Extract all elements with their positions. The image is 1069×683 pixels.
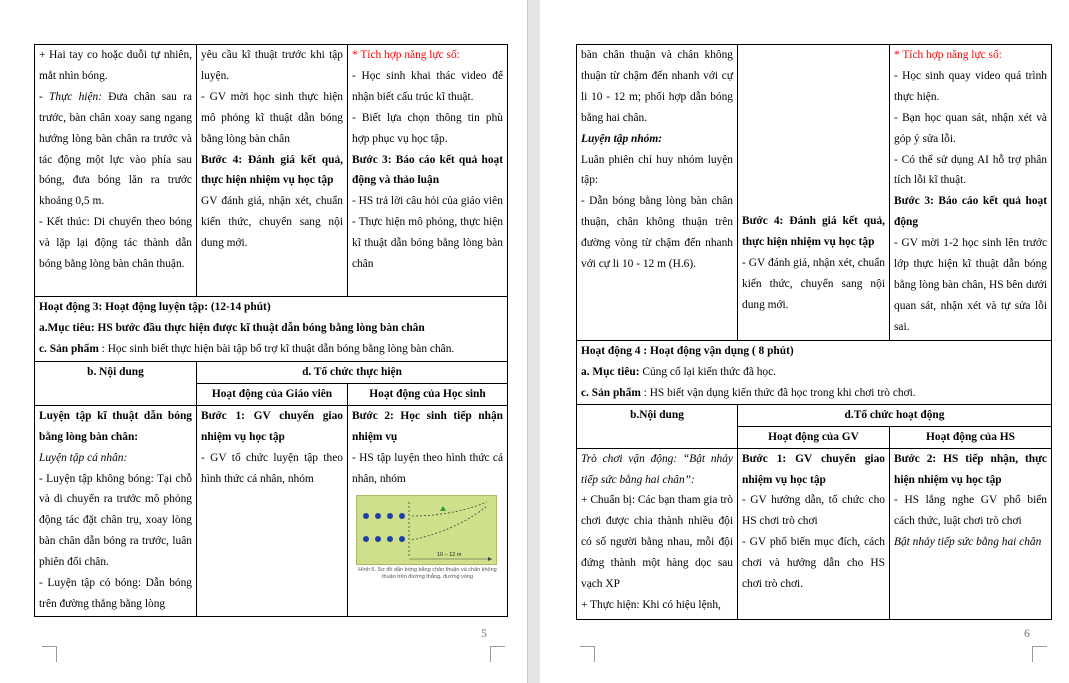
paragraph: - GV đánh giá, nhận xét, chuẩn kiến thức, chuyển sang nội dung mới. xyxy=(742,256,885,311)
step-heading: Bước 4: Đánh giá kết quả, thực hiện nhiệm vụ học tập xyxy=(742,215,885,248)
step-heading: Bước 4: Đánh giá kết quả, thực hiện nhiệm vụ học tập xyxy=(201,153,343,187)
paragraph: yêu cầu kĩ thuật trước khi tập luyện. xyxy=(201,49,343,82)
paragraph: + Thực hiện: Khi có hiệu lệnh, xyxy=(581,598,721,611)
paragraph: - GV mời học sinh thực hiện mô phỏng kĩ thuật dẫn bóng bằng lòng bàn chân xyxy=(201,90,343,145)
sub-heading: Luyện tập cá nhân: xyxy=(39,451,128,464)
paragraph: - Có thể sử dụng AI hỗ trợ phân tích lỗi kĩ thuật. xyxy=(894,153,1047,187)
page-number: 6 xyxy=(1024,626,1030,640)
step-heading: Bước 2: HS tiếp nhận, thực hiện nhiệm vụ học tập xyxy=(894,452,1047,486)
activity-objective xyxy=(581,362,1047,383)
activity-product xyxy=(39,339,503,360)
student-header: Hoạt động của Học sinh xyxy=(348,383,508,405)
game-name: Bật nhảy tiếp sức bằng hai chân xyxy=(894,536,1042,549)
paragraph: - GV mời 1-2 học sinh lên trước lớp thực hiện kĩ thuật dẫn bóng bằng lòng bàn chân, HS bên dưới quan sát, nhận xét và tự sửa lỗi sai. xyxy=(894,237,1047,333)
activity-product xyxy=(581,383,1047,404)
paragraph: - HS tập luyện theo hình thức cá nhân, nhóm xyxy=(352,451,503,485)
lesson-table-page-6 xyxy=(576,44,1052,620)
paragraph: - GV tổ chức luyện tập theo hình thức cá nhân, nhóm xyxy=(201,451,343,485)
crop-mark xyxy=(490,646,505,662)
teacher-cell xyxy=(197,45,348,297)
step-heading: Bước 1: GV chuyển giao nhiệm vụ học tập xyxy=(742,452,885,486)
student-cell xyxy=(348,45,508,297)
figure-caption: Hình 6. Sơ đồ dẫn bóng bằng chân thuận và chân không thuận trên đường thẳng, đường vòng xyxy=(358,567,497,581)
game-title-text: Trò chơi vận động: “Bật nhảy tiếp sức bằng hai chân”: xyxy=(581,452,733,486)
paragraph: - Thực hiện mô phỏng, thực hiện kĩ thuật dẫn bóng bằng lòng bàn chân xyxy=(352,216,503,271)
student-cell xyxy=(348,405,508,616)
student-cell xyxy=(890,45,1052,341)
dribbling-diagram-figure xyxy=(352,495,503,581)
teacher-cell xyxy=(197,405,348,616)
content-cell xyxy=(35,45,197,297)
table-row xyxy=(35,45,508,297)
table-row xyxy=(35,362,508,384)
product-text: : HS biết vận dụng kiến thức đã học trong khi chơi trò chơi. xyxy=(640,386,916,399)
document-page-5 xyxy=(0,0,527,683)
teacher-cell xyxy=(738,45,890,341)
page-gutter xyxy=(527,0,528,683)
student-cell xyxy=(890,448,1052,619)
paragraph: bàn chân thuận và chân không thuận từ chậm đến nhanh với cự li 10 - 12 m; phối hợp dẫn bóng bằng hai chân. xyxy=(581,49,733,124)
activity-title: Hoạt động 3: Hoạt động luyện tập: (12-14 phút) xyxy=(39,301,271,313)
content-cell xyxy=(35,405,197,616)
teacher-header: Hoạt động của GV xyxy=(738,426,890,448)
paragraph: - Học sinh khai thác video để nhận biết cấu trúc kĩ thuật. xyxy=(352,69,503,103)
step-heading: Bước 1: GV chuyển giao nhiệm vụ học tập xyxy=(201,409,343,443)
paragraph: Luân phiên chỉ huy nhóm luyện tập: xyxy=(581,153,733,187)
sub-heading: Luyện tập nhóm: xyxy=(581,132,663,145)
step-heading: Bước 2: Học sinh tiếp nhận nhiệm vụ xyxy=(352,409,503,443)
teacher-header: Hoạt động của Giáo viên xyxy=(197,383,348,405)
distance-label: 10 – 12 m xyxy=(437,552,462,559)
activity-cell xyxy=(35,297,508,362)
field-diagram xyxy=(356,495,497,565)
digital-competency-note: * Tích hợp năng lực số: xyxy=(894,49,1002,61)
table-row xyxy=(35,405,508,616)
paragraph: - GV phổ biến mục đích, cách chơi và hướng dẫn cho HS chơi trò chơi. xyxy=(742,536,885,591)
table-row xyxy=(577,448,1052,619)
paragraph: - HS lắng nghe GV phổ biến cách thức, luật chơi trò chơi xyxy=(894,494,1047,528)
crop-mark xyxy=(42,646,57,662)
content-header: b.Nội dung xyxy=(577,404,738,448)
organize-header: d.Tổ chức hoạt động xyxy=(738,404,1052,426)
product-label: c. Sản phẩm xyxy=(39,342,99,355)
paragraph: - HS trả lời câu hỏi của giáo viên xyxy=(352,195,503,208)
objective-label: a. Mục tiêu: xyxy=(581,365,640,378)
crop-mark xyxy=(1032,646,1047,662)
paragraph: - Luyện tập có bóng: Dẫn bóng trên đường thẳng bằng lòng xyxy=(39,577,192,610)
table-row xyxy=(577,45,1052,341)
paragraph: - Học sinh quay video quá trình thực hiện. xyxy=(894,69,1047,103)
table-row xyxy=(35,297,508,362)
organize-header: d. Tổ chức thực hiện xyxy=(197,362,508,384)
lesson-table-page-5 xyxy=(34,44,508,617)
page-number: 5 xyxy=(481,626,487,640)
product-label: c. Sản phẩm xyxy=(581,386,641,399)
paragraph: + Chuẩn bị: Các bạn tham gia trò chơi được chia thành nhiều đội có số người bằng nhau, mỗi đội đứng thành một hàng dọc sau vạch XP xyxy=(581,494,733,591)
activity-objective: a.Mục tiêu: HS bước đầu thực hiện được kĩ thuật dẫn bóng bằng lòng bàn chân xyxy=(39,321,425,334)
table-row xyxy=(577,404,1052,426)
paragraph: + Hai tay co hoặc duỗi tự nhiên, mắt nhìn bóng. xyxy=(39,49,192,82)
paragraph: - Bạn học quan sát, nhận xét và góp ý sửa lỗi. xyxy=(894,111,1047,145)
italic-label: Thực hiện: xyxy=(49,90,102,103)
paragraph: - Dẫn bóng bằng lòng bàn chân thuận, chân không thuận trên đường vòng từ chậm đến nhanh với cự li 10 - 12 m (H.6). xyxy=(581,195,733,271)
content-cell xyxy=(577,448,738,619)
game-title xyxy=(581,449,733,491)
paragraph: - Kết thúc: Di chuyển theo bóng và lặp lại động tác thành dẫn bóng bằng lòng bàn chân thuận. xyxy=(39,216,192,271)
content-cell xyxy=(577,45,738,341)
content-header: b. Nội dung xyxy=(35,362,197,406)
activity-cell xyxy=(577,341,1052,405)
student-header: Hoạt động của HS xyxy=(890,426,1052,448)
step-heading: Bước 3: Báo cáo kết quả hoạt động xyxy=(894,195,1047,229)
paragraph: GV đánh giá, nhận xét, chuẩn kiến thức, chuyển sang nội dung mới. xyxy=(201,195,343,250)
digital-competency-note: * Tích hợp năng lực số: xyxy=(352,49,460,61)
step-heading: Bước 3: Báo cáo kết quả hoạt động và thảo luận xyxy=(352,153,503,187)
paragraph-text: Đưa chân sau ra trước, bàn chân xoay sang ngang hướng lòng bàn chân ra trước và tác động một lực vào phía sau bóng, đưa bóng lăn ra trước khoảng 0,5 m. xyxy=(39,90,192,208)
document-page-6 xyxy=(540,0,1069,683)
paragraph: - Biết lựa chọn thông tin phù hợp phục vụ học tập. xyxy=(352,111,503,145)
path-lines-icon xyxy=(357,496,498,566)
objective-text: Củng cố lại kiến thức đã học. xyxy=(639,365,777,378)
activity-title: Hoạt động 4 : Hoạt động vận dụng ( 8 phút) xyxy=(581,345,794,357)
product-text: : Học sinh biết thực hiện bài tập bổ trợ kĩ thuật dẫn bóng bằng lòng bàn chân. xyxy=(98,342,455,355)
table-row xyxy=(577,341,1052,405)
paragraph: - Thực hiện: Đưa chân sau ra trước, bàn chân xoay sang ngang hướng lòng bàn chân ra trước và tác động một lực vào phía sau bóng, đưa bóng lăn ra trước khoảng 0,5 m. xyxy=(39,90,192,208)
teacher-cell xyxy=(738,448,890,619)
paragraph: - GV hướng dẫn, tổ chức cho HS chơi trò chơi xyxy=(742,494,885,528)
crop-mark xyxy=(580,646,595,662)
section-heading: Luyện tập kĩ thuật dẫn bóng bằng lòng bàn chân: xyxy=(39,409,192,443)
paragraph: - Luyện tập không bóng: Tại chỗ và di chuyển ra trước mô phỏng động tác đặt chân trụ, xoay lòng bàn chân dẫn bóng ra trước, luân phiên đổi chân. xyxy=(39,472,192,569)
